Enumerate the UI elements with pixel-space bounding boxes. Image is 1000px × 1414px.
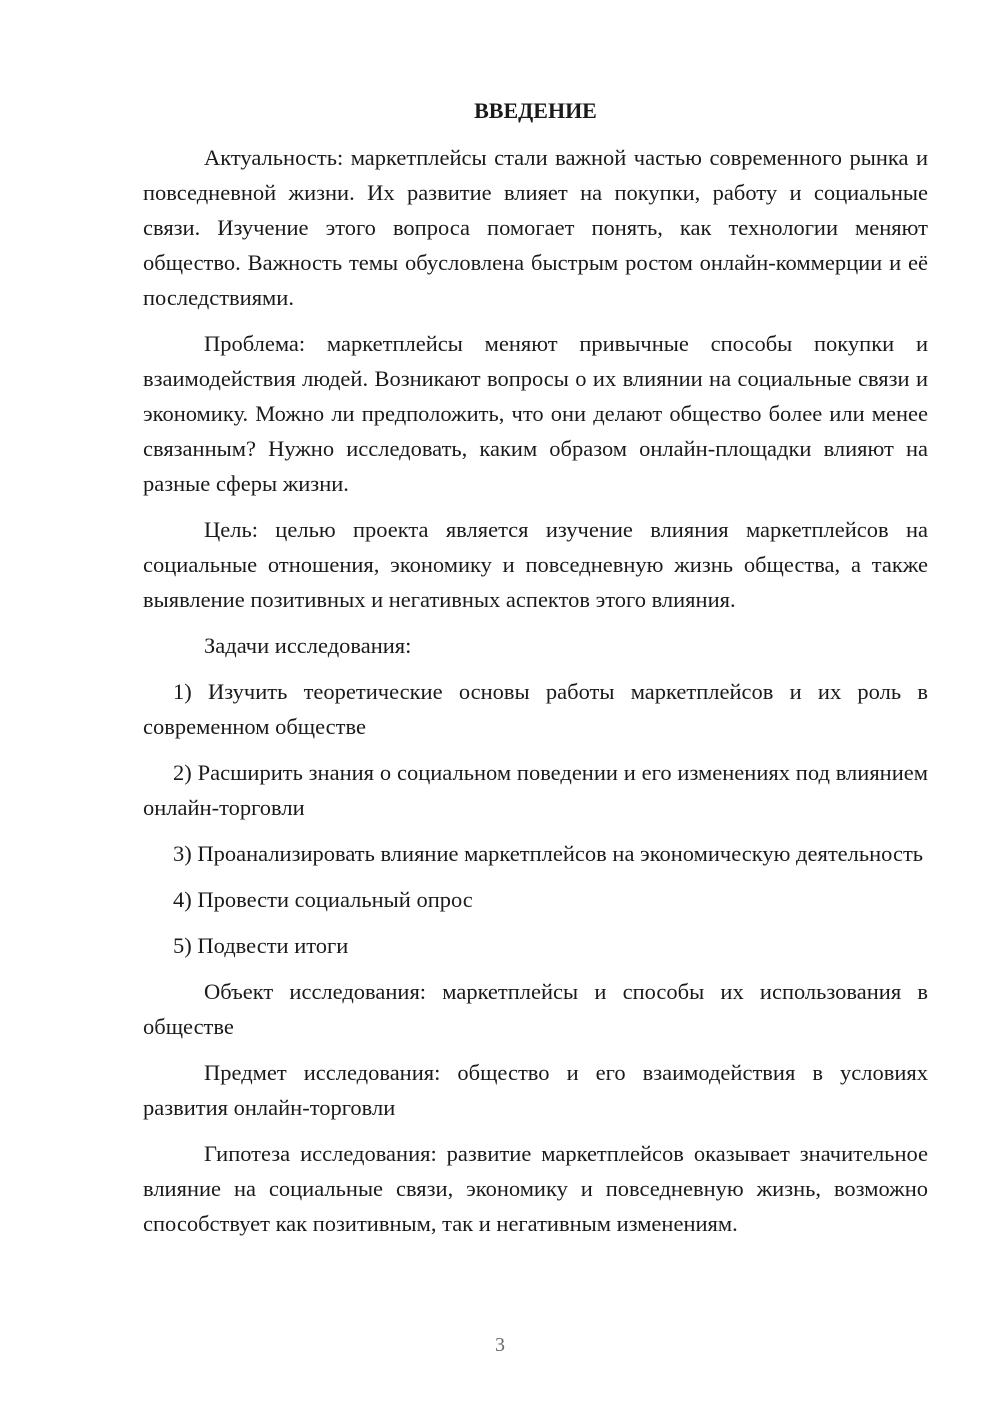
object-paragraph: Объект исследования: маркетплейсы и способы их использования в обществе — [143, 979, 928, 1039]
subject-paragraph: Предмет исследования: общество и его взаимодействия в условиях развития онлайн-торговли — [143, 1060, 928, 1120]
task-item-5: 5) Подвести итоги — [173, 933, 349, 958]
task-item-3: 3) Проанализировать влияние маркетплейсов на экономическую деятельность — [173, 841, 924, 866]
relevance-paragraph: Актуальность: маркетплейсы стали важной частью современного рынка и повседневной жизни. Их развитие влияет на покупки, работу и социальные связи. Изучение этого вопроса помогает понять, как технологии меняют общество. Важность темы обусловлена быстрым ростом онлайн-коммерции и её последствиями. — [143, 145, 928, 310]
problem-paragraph: Проблема: маркетплейсы меняют привычные способы покупки и взаимодействия людей. Возникают вопросы о их влиянии на социальные связи и экономику. Можно ли предположить, что они делают общество более или менее связанным? Нужно исследовать, каким образом онлайн-площадки влияют на разные сферы жизни. — [143, 331, 928, 496]
hypothesis-paragraph: Гипотеза исследования: развитие маркетплейсов оказывает значительное влияние на социальные связи, экономику и повседневную жизнь, возможно способствует как позитивным, так и негативным изменениям. — [143, 1141, 928, 1236]
task-item-4: 4) Провести социальный опрос — [173, 887, 473, 912]
page-number: 3 — [495, 1334, 505, 1356]
task-item-1: 1) Изучить теоретические основы работы маркетплейсов и их роль в современном обществе — [143, 679, 928, 739]
task-item-2: 2) Расширить знания о социальном поведении и его изменениях под влиянием онлайн-торговли — [143, 760, 928, 820]
goal-paragraph: Цель: целью проекта является изучение влияния маркетплейсов на социальные отношения, экономику и повседневную жизнь общества, а также выявление позитивных и негативных аспектов этого влияния. — [143, 517, 928, 612]
tasks-heading: Задачи исследования: — [204, 633, 412, 658]
document-page — [143, 96, 928, 1252]
section-title: ВВЕДЕНИЕ — [474, 98, 597, 123]
